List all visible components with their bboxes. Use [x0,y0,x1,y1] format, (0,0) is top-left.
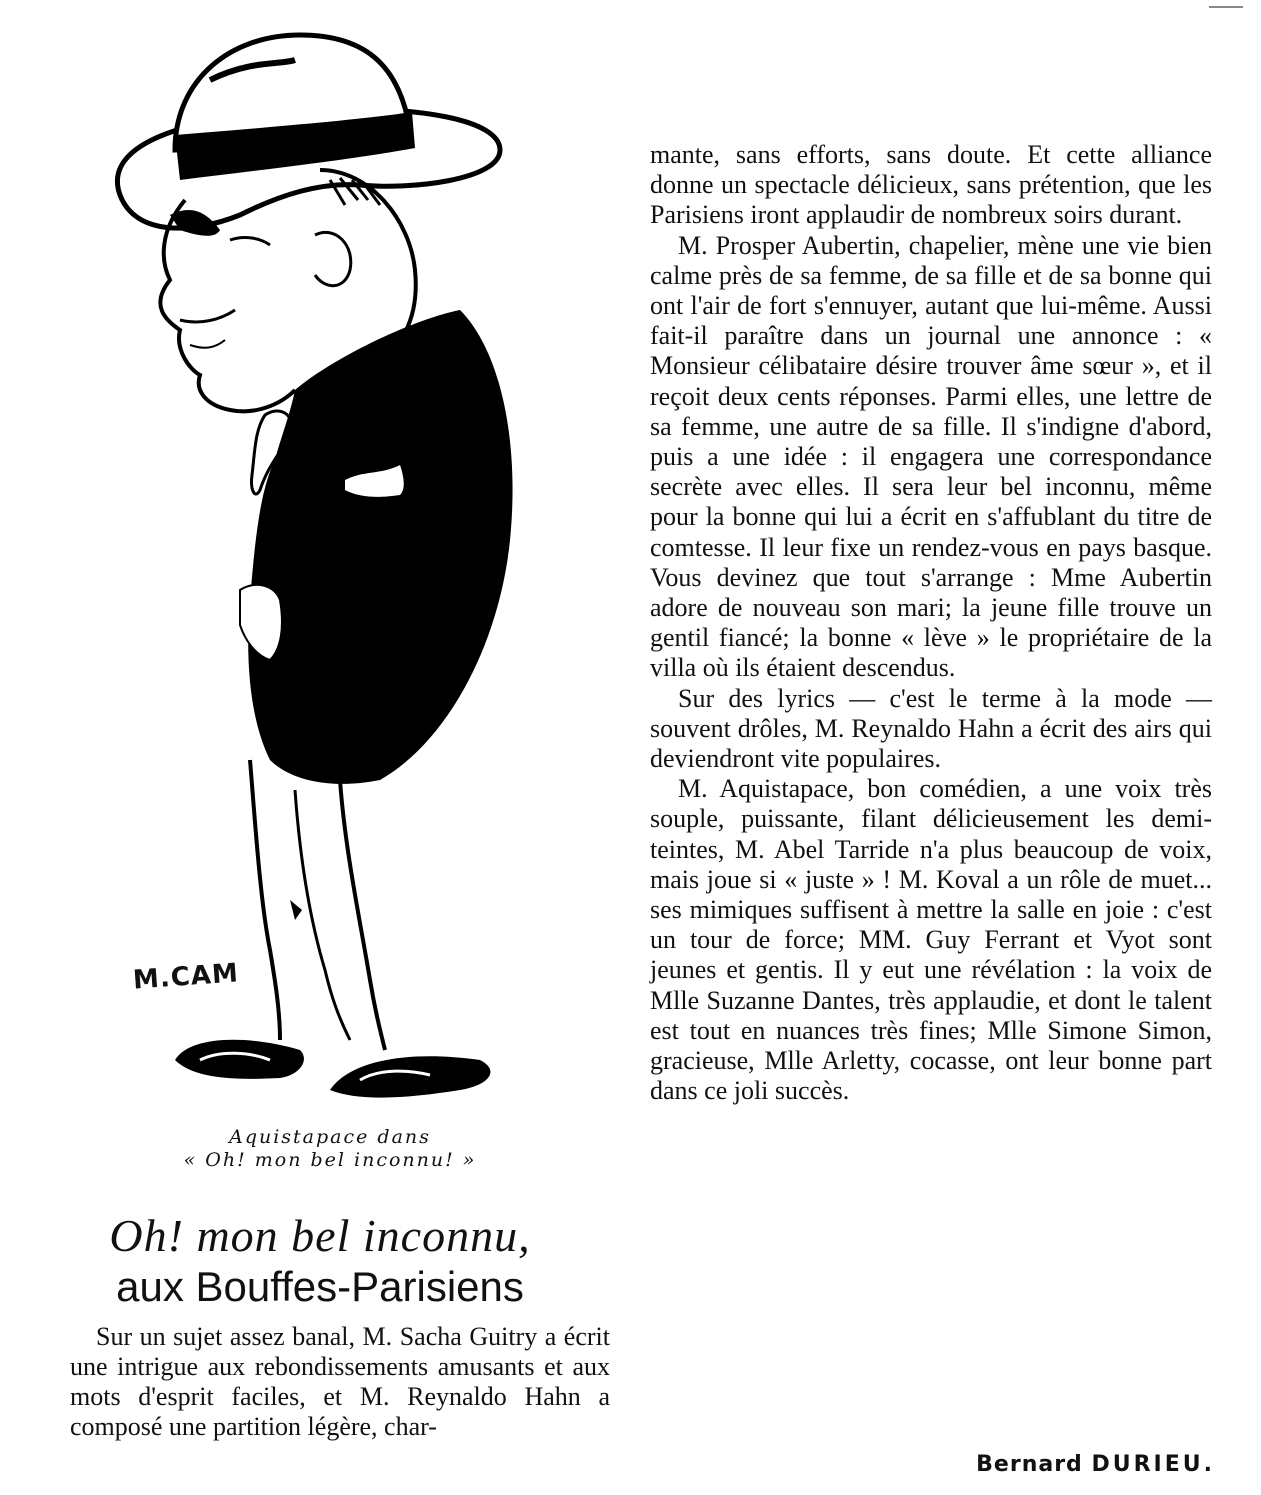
article-intro-paragraph: Sur un sujet assez banal, M. Sacha Guitry a écrit une intrigue aux rebondissements amusants et aux mots d'esprit faciles, et M. Reynaldo Hahn a composé une partition légère, char- [70,1322,610,1441]
image-caption [120,1126,540,1172]
caricature-illustration [80,20,580,1120]
article-paragraph-4: M. Aquistapace, bon comédien, a une voix très souple, puissante, filant délicieusement les demi-teintes, M. Abel Tarride n'a plus beaucoup de voix, mais joue si « juste » ! M. Koval a un rôle de muet... ses mimiques suffisent à mettre la salle en joie : c'est un tour de force; MM. Guy Ferrant et Vyot sont jeunes et gentis. Il y eut une révélation : la voix de Mlle Suzanne Dantes, très applaudie, et dont le talent est tout en nuances très fines; Mlle Simone Simon, gracieuse, Mlle Arletty, cocasse, ont leur bonne part dans ce joli succès. [650,774,1212,1106]
article-intro-column [70,1322,610,1442]
article-paragraph-2: M. Prosper Aubertin, chapelier, mène une vie bien calme près de sa femme, de sa fille et de sa bonne qui ont l'air de fort s'ennuyer, autant que lui-même. Aussi fait-il paraître dans un journal une annonce : « Monsieur célibataire désire trouver âme sœur », et il reçoit deux cents réponses. Parmi elles, une lettre de sa femme, une autre de sa fille. Il s'indigne d'abord, puis a une idée : il engagera une correspondance secrète avec elles. Il sera leur bel inconnu, même pour la bonne qui lui a écrit en s'affublant du titre de comtesse. Il leur fixe un rendez-vous en pays basque. Vous devinez que tout s'arrange : Mme Aubertin adore de nouveau son mari; la jeune fille trouve un gentil fiancé; la bonne « lève » le propriétaire de la villa où ils étaient descendus. [650,230,1212,683]
illustrator-signature: M.CAM [132,958,240,996]
author-byline [976,1452,1215,1477]
article-headline [40,1210,600,1312]
author-last-name: DURIEU. [1091,1452,1215,1477]
caption-line-2: « Oh! mon bel inconnu! » [183,1149,477,1171]
caricature-drawing [80,20,580,1120]
corner-mark [1209,6,1243,12]
article-paragraph-3: Sur des lyrics — c'est le terme à la mode — souvent drôles, M. Reynaldo Hahn a écrit des airs qui deviendront vite populaires. [650,683,1212,774]
headline-line-1: Oh! mon bel inconnu, [109,1210,531,1261]
article-right-column [650,140,1212,1107]
author-first-name: Bernard [976,1452,1083,1477]
article-continuation-paragraph: mante, sans efforts, sans doute. Et cette alliance donne un spectacle délicieux, sans prétention, que les Parisiens iront applaudir de nombreux soirs durant. [650,140,1212,230]
caption-line-1: Aquistapace dans [229,1126,431,1148]
headline-line-2: aux Bouffes-Parisiens [116,1263,524,1310]
